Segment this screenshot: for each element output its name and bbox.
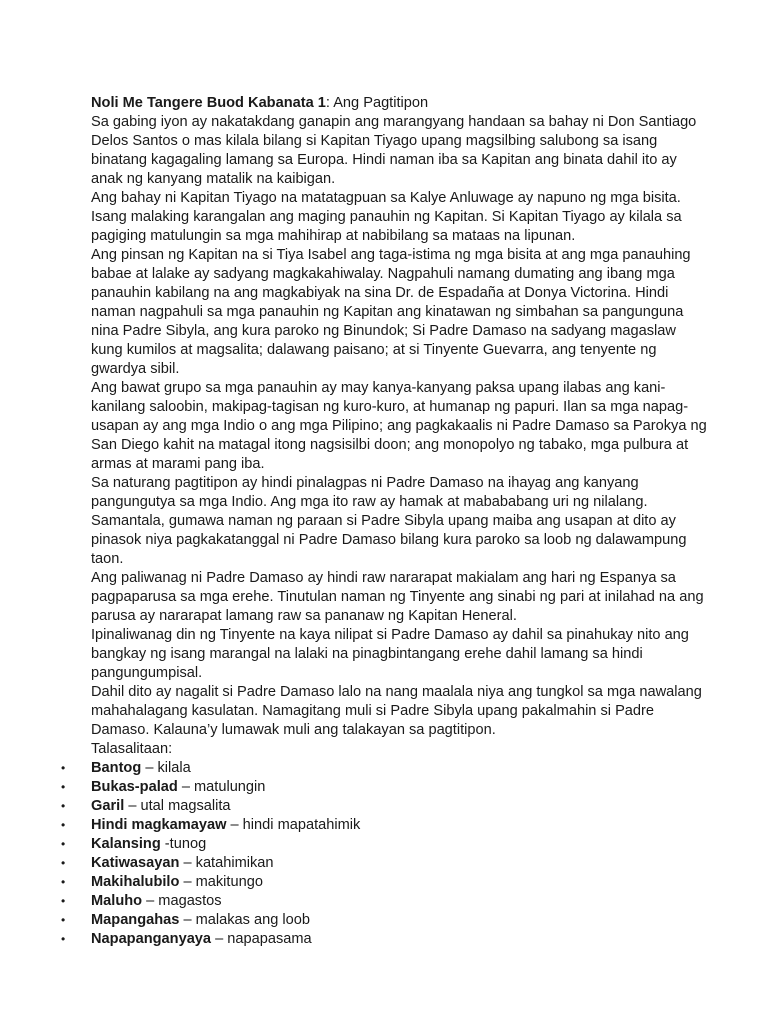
vocab-item bbox=[61, 778, 708, 797]
paragraph: Ang pinsan ng Kapitan na si Tiya Isabel ang taga-istima ng mga bisita at ang mga panauhing babae at lalake ay sadyang magkakahiwalay. Nagpahuli namang dumating ang ibang mga panauhin kabilang na ang magkabiyak na sina Dr. de Espadaña at Donya Victorina. Hindi naman nagpahuli sa mga panauhin ng Kapitan ang kinatawan ng simbahan sa pangunguna nina Padre Sibyla, ang kura paroko ng Binundok; Si Padre Damaso na sadyang magaslaw kung kumilos at magsalita; dalawang paisano; at si Tinyente Guevarra, ang tenyente ng gwardya sibil. bbox=[91, 247, 691, 377]
body-paragraphs bbox=[91, 113, 708, 740]
vocab-definition: – kilala bbox=[141, 760, 191, 776]
vocab-item bbox=[61, 873, 708, 892]
bullet-icon: • bbox=[61, 761, 66, 775]
vocab-term: Katiwasayan bbox=[91, 855, 180, 871]
vocab-term: Napapanganyaya bbox=[91, 931, 212, 947]
paragraph: Dahil dito ay nagalit si Padre Damaso lalo na nang maalala niya ang tungkol sa mga nawalang mahahalagang kasulatan. Namagitang muli si Padre Sibyla upang pakalmahin si Padre Damaso. Kalauna’y lumawak muli ang talakayan sa pagtitipon. bbox=[91, 684, 702, 738]
vocab-item bbox=[61, 911, 708, 930]
vocab-term: Garil bbox=[91, 798, 125, 814]
bullet-icon: • bbox=[61, 932, 66, 946]
bullet-icon: • bbox=[61, 913, 66, 927]
paragraph: Ang paliwanag ni Padre Damaso ay hindi raw nararapat makialam ang hari ng Espanya sa pagpaparusa sa mga erehe. Tinutulan naman ng Tinyente ang sinabi ng pari at inilahad na ang parusa ay nararapat lamang raw sa pananaw ng Kapitan Heneral. bbox=[91, 570, 704, 624]
vocab-item bbox=[61, 854, 708, 873]
vocab-item bbox=[61, 930, 708, 949]
vocab-term: Hindi magkamayaw bbox=[91, 817, 227, 833]
vocab-term: Bantog bbox=[91, 760, 142, 776]
vocab-term: Makihalubilo bbox=[91, 874, 180, 890]
vocab-definition: – malakas ang loob bbox=[179, 912, 311, 928]
vocab-item bbox=[61, 835, 708, 854]
title-subtitle: : Ang Pagtitipon bbox=[325, 95, 429, 111]
vocab-item bbox=[61, 797, 708, 816]
paragraph: Ang bawat grupo sa mga panauhin ay may kanya-kanyang paksa upang ilabas ang kani-kanilang saloobin, makipag-tagisan ng kuro-kuro, at humanap ng papuri. Ilan sa mga napag-usapan ay ang mga Indio o ang mga Pilipino; ang pagkakaalis ni Padre Damaso sa Parokya ng San Diego kahit na matagal itong nagsisilbi doon; ang monopolyo ng tabako, mga pulbura at armas at marami pang iba. bbox=[91, 380, 707, 472]
paragraph: Ang bahay ni Kapitan Tiyago na matatagpuan sa Kalye Anluwage ay napuno ng mga bisita. Isang malaking karangalan ang maging panauhin ng Kapitan. Si Kapitan Tiyago ay kilala sa pagiging matulungin sa mga mahihirap at nabibilang sa mataas na lipunan. bbox=[91, 190, 682, 244]
paragraph: Ipinaliwanag din ng Tinyente na kaya nilipat si Padre Damaso ay dahil sa pinahukay nito ang bangkay ng isang marangal na lalaki na pinagbintangang erehe dahil lamang sa hindi pangungumpisal. bbox=[91, 627, 689, 681]
bullet-icon: • bbox=[61, 837, 66, 851]
vocab-item bbox=[61, 892, 708, 911]
vocab-definition: -tunog bbox=[160, 836, 207, 852]
document-title bbox=[91, 94, 708, 113]
bullet-icon: • bbox=[61, 894, 66, 908]
vocab-item bbox=[61, 816, 708, 835]
vocab-definition: – katahimikan bbox=[179, 855, 274, 871]
vocab-item bbox=[61, 759, 708, 778]
title-bold: Noli Me Tangere Buod Kabanata 1 bbox=[91, 95, 326, 111]
bullet-icon: • bbox=[61, 818, 66, 832]
vocab-definition: – magastos bbox=[142, 893, 222, 909]
paragraph: Sa gabing iyon ay nakatakdang ganapin ang marangyang handaan sa bahay ni Don Santiago Delos Santos o mas kilala bilang si Kapitan Tiyago upang magsilbing salubong sa isang binatang kagagaling lamang sa Europa. Hindi naman iba sa Kapitan ang binata dahil ito ay anak ng kanyang matalik na kaibigan. bbox=[91, 114, 697, 187]
paragraph: Sa naturang pagtitipon ay hindi pinalagpas ni Padre Damaso na ihayag ang kanyang pangungutya sa mga Indio. Ang mga ito raw ay hamak at mabababang uri ng nilalang. Samantala, gumawa naman ng paraan si Padre Sibyla upang maiba ang usapan at dito ay pinasok niya pagkakatanggal ni Padre Damaso bilang kura paroko sa loob ng dalawampung taon. bbox=[91, 475, 687, 567]
vocab-list bbox=[61, 759, 708, 949]
vocab-heading: Talasalitaan: bbox=[91, 741, 173, 757]
bullet-icon: • bbox=[61, 780, 66, 794]
vocab-term: Bukas-palad bbox=[91, 779, 178, 795]
vocab-definition: – utal magsalita bbox=[124, 798, 231, 814]
vocab-definition: – makitungo bbox=[179, 874, 263, 890]
bullet-icon: • bbox=[61, 875, 66, 889]
vocab-definition: – matulungin bbox=[177, 779, 266, 795]
vocab-term: Mapangahas bbox=[91, 912, 180, 928]
vocab-term: Kalansing bbox=[91, 836, 161, 852]
bullet-icon: • bbox=[61, 856, 66, 870]
vocab-definition: – napapasama bbox=[211, 931, 312, 947]
vocab-definition: – hindi mapatahimik bbox=[226, 817, 361, 833]
bullet-icon: • bbox=[61, 799, 66, 813]
vocab-term: Maluho bbox=[91, 893, 143, 909]
